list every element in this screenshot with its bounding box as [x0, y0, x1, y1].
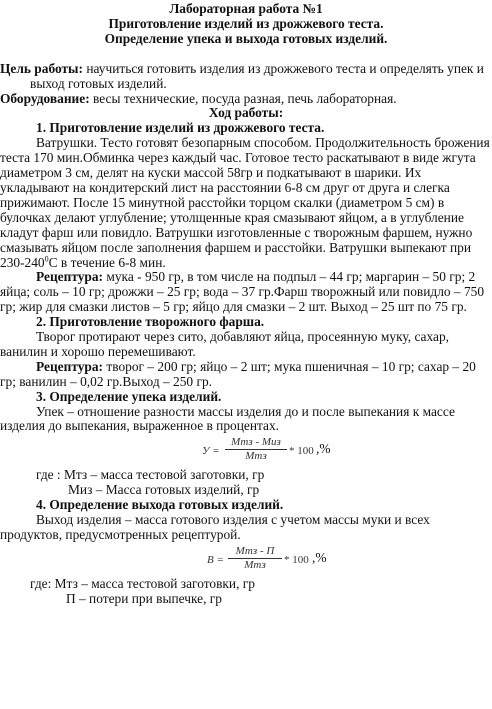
formula2-numerator: Мтз - П	[228, 545, 282, 559]
formula-numerator: Мтз - Миз	[225, 436, 287, 450]
section2-recipe-text: творог – 200 гр; яйцо – 2 шт; мука пшеничная – 10 гр; сахар – 20 гр; ванилин – 0,02 гр.Выход – 250 гр.	[0, 358, 476, 389]
section3-where-2: Миз – Масса готовых изделий, гр	[68, 482, 260, 498]
lab-subtitle-2: Определение упека и выхода готовых изделий.	[104, 30, 388, 46]
equipment-label: Оборудование:	[0, 90, 90, 106]
section1-title	[0, 121, 492, 136]
section2-recipe-label: Рецептура:	[36, 358, 104, 374]
formula2-lhs: В =	[207, 553, 224, 566]
shrinkage-formula	[0, 434, 492, 468]
formula2-unit: ,%	[312, 549, 327, 565]
lab-title: Лабораторная работа №1	[169, 1, 323, 16]
section4-title	[0, 498, 492, 513]
section1-recipe	[0, 270, 492, 315]
section3-where-1: где : Мтз – масса тестовой заготовки, гр	[36, 467, 265, 483]
section3-title	[0, 390, 492, 405]
section4-where-1: где: Мтз – масса тестовой заготовки, гр	[30, 575, 255, 591]
section4-where-2: П – потери при выпечке, гр	[66, 590, 222, 606]
equipment-text: весы технические, посуда разная, печь лабораторная.	[89, 90, 397, 106]
section1-recipe-label: Рецептура:	[36, 269, 104, 285]
formula2-fraction	[228, 545, 282, 572]
section3-text: Упек – отношение разности массы изделия до и после выпекания к массе изделия до выпекания, выраженное в процентах.	[0, 403, 455, 434]
formula-lhs: У =	[202, 445, 220, 458]
lab-subtitle-1: Приготовление изделий из дрожжевого теста.	[108, 15, 384, 31]
formula2-multiplier: * 100	[284, 553, 309, 566]
section2-title-text: 2. Приготовление творожного фарша.	[36, 314, 265, 330]
section1-text-end: С в течение 6-8 мин.	[48, 254, 166, 270]
formula2-denominator: Мтз	[244, 558, 266, 571]
section4-text: Выход изделия – масса готового изделия с учетом массы муки и всех продуктов, предусмотренных рецептурой.	[0, 512, 430, 542]
section4-title-text: 4. Определение выхода готовых изделий.	[36, 497, 284, 513]
section1-text	[0, 136, 492, 270]
formula-denominator: Мтз	[245, 450, 267, 463]
section1-title-text: 1. Приготовление изделий из дрожжевого теста.	[36, 120, 325, 136]
section3-title-text: 3. Определение упека изделий.	[36, 388, 222, 404]
section1-recipe-text: мука - 950 гр, в том числе на подпыл – 44 гр; маргарин – 50 гр; 2 яйца; соль – 10 гр; дрожжи – 25 гр; вода – 37 гр.Фарш творожный или повидло – 750 гр; жир для смазки листов – 5 гр; яйцо для смазки – 2 шт. Выход – 25 шт по 75 гр.	[0, 269, 485, 315]
formula-fraction	[225, 436, 287, 463]
formula-multiplier: * 100	[289, 445, 314, 458]
formula-unit: ,%	[316, 441, 331, 457]
section2-recipe	[0, 360, 492, 390]
goal-text: научиться готовить изделия из дрожжевого теста и определять упек и выход готовых изделий.	[30, 60, 484, 91]
section2-title	[0, 315, 492, 330]
progress-heading: Ход работы:	[208, 105, 284, 121]
section2-text: Творог протирают через сито, добавляют яйца, просеянную муку, сахар, ванилин и хорошо перемешивают.	[0, 329, 450, 359]
document-header	[0, 2, 492, 47]
yield-formula	[0, 543, 492, 577]
document	[0, 2, 492, 607]
degree-superscript: 0	[44, 254, 49, 264]
goal-paragraph	[0, 62, 492, 92]
section1-text-main: Ватрушки. Тесто готовят безопарным способом. Продолжительность брожения теста 170 мин.Обминка через каждый час. Готовое тесто раскатывают в виде жгута диаметром 3 см, делят на куски массой 58гр и подкатывают в шарики. Их укладывают на кондитерский лист на расстоянии 6-8 см друг от друга и слегка прижимают. После 15 минутной расстойки торцом скалки (диаметром 5 см) в булочках делают углубление; утолщенные края смазывают яйцом, а в углубление кладут фарш или повидло. Ватрушки изготовленные с творожным фаршем, нужно смазывать яйцом после заполнения фаршем и расстойки. Ватрушки выпекают при 230-240	[0, 135, 490, 270]
goal-label: Цель работы:	[0, 60, 83, 76]
equipment-paragraph	[0, 92, 492, 107]
